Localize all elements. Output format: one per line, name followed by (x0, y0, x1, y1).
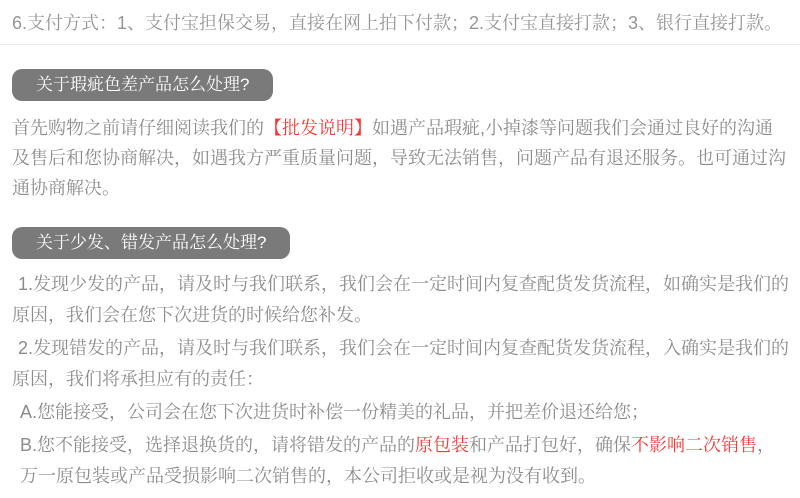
section-title-badge-missing-wrong: 关于少发、错发产品怎么处理? (12, 227, 290, 259)
section-defect-products (12, 45, 790, 203)
option-b-text-3: ，万一原包装或产品受损影响二次销售的，本公司拒收或是视为没有收到。 (20, 435, 776, 486)
wholesale-notice-highlight: 【批发说明】 (264, 118, 372, 138)
original-packaging-highlight: 原包装 (415, 435, 470, 455)
option-b-text-1: B.您不能接受，选择退换货的，请将错发的产品的 (20, 435, 416, 455)
section-missing-wrong-products (12, 203, 790, 492)
section-title-badge-defect: 关于瑕疵色差产品怎么处理? (12, 69, 273, 101)
defect-policy-text-before: 首先购物之前请仔细阅读我们的 (12, 118, 264, 138)
policy-option-b (12, 430, 790, 492)
defect-policy-paragraph (12, 113, 790, 203)
policy-item-missing-products: 1.发现少发的产品，请及时与我们联系，我们会在一定时间内复查配货发货流程，如确实是我们的原因，我们会在您下次进货的时候给您补发。 (12, 274, 790, 325)
missing-wrong-policy-list (12, 269, 790, 492)
policy-item-wrong-products: 2.发现错发的产品，请及时与我们联系，我们会在一定时间内复查配货发货流程，入确实是我们的原因，我们将承担应有的责任： (12, 338, 790, 389)
defect-policy-text-after: 如遇产品瑕疵,小掉漆等问题我们会通过良好的沟通及售后和您协商解决，如遇我方严重质量问题，导致无法销售，问题产品有退还服务。也可通过沟通协商解决。 (12, 118, 786, 198)
option-b-text-2: 和产品打包好，确保 (469, 435, 632, 455)
policy-option-a: A.您能接受，公司会在您下次进货时补偿一份精美的礼品，并把差价退还给您； (20, 402, 650, 422)
resale-condition-highlight: 不影响二次销售 (631, 435, 758, 455)
payment-methods-line: 6.支付方式：1、支付宝担保交易，直接在网上拍下付款；2.支付宝直接打款；3、银行直接打款。 (12, 13, 783, 33)
